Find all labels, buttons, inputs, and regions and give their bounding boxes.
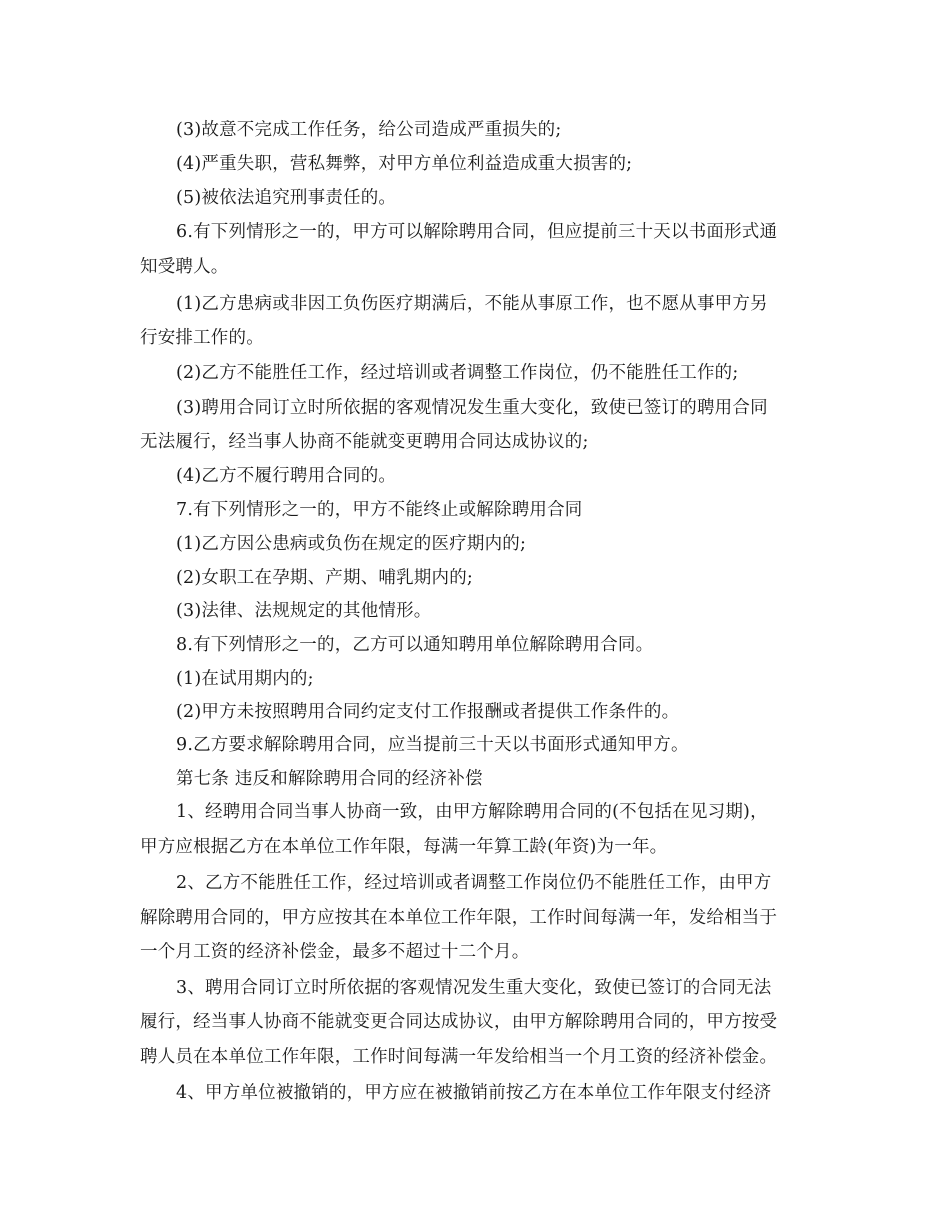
paragraph-line: 聘人员在本单位工作年限，工作时间每满一年发给相当一个月工资的经济补偿金。	[140, 1047, 778, 1067]
paragraph-line: 3、聘用合同订立时所依据的客观情况发生重大变化，致使已签订的合同无法	[176, 978, 772, 998]
paragraph-line: 行安排工作的。	[140, 328, 264, 348]
paragraph-line: (5)被依法追究刑事责任的。	[176, 188, 397, 208]
paragraph-line: (1)乙方患病或非因工负伤医疗期满后，不能从事原工作，也不愿从事甲方另	[176, 294, 768, 314]
paragraph-line: 2、乙方不能胜任工作，经过培训或者调整工作岗位仍不能胜任工作，由甲方	[176, 873, 772, 893]
paragraph-line: (3)聘用合同订立时所依据的客观情况发生重大变化，致使已签订的聘用合同	[176, 398, 768, 418]
paragraph-line: 履行，经当事人协商不能就变更合同达成协议，由甲方解除聘用合同的，甲方按受	[140, 1012, 778, 1032]
paragraph-line: (2)甲方未按照聘用合同约定支付工作报酬或者提供工作条件的。	[176, 702, 680, 722]
paragraph-line: (1)在试用期内的;	[176, 669, 314, 689]
paragraph-line: 知受聘人。	[140, 257, 229, 277]
paragraph-line: (2)女职工在孕期、产期、哺乳期内的;	[176, 568, 473, 588]
paragraph-line: 7.有下列情形之一的，甲方不能终止或解除聘用合同	[176, 500, 583, 520]
paragraph-line: (4)乙方不履行聘用合同的。	[176, 466, 397, 486]
paragraph-line: 8.有下列情形之一的，乙方可以通知聘用单位解除聘用合同。	[176, 635, 654, 655]
paragraph-line: 9.乙方要求解除聘用合同，应当提前三十天以书面形式通知甲方。	[176, 735, 689, 755]
paragraph-line: (3)法律、法规规定的其他情形。	[176, 601, 432, 621]
paragraph-line: 一个月工资的经济补偿金，最多不超过十二个月。	[140, 942, 530, 962]
paragraph-line: (4)严重失职，营私舞弊，对甲方单位利益造成重大损害的;	[176, 154, 633, 174]
paragraph-line: 6.有下列情形之一的，甲方可以解除聘用合同，但应提前三十天以书面形式通	[176, 222, 778, 242]
paragraph-line: 甲方应根据乙方在本单位工作年限，每满一年算工龄(年资)为一年。	[140, 837, 668, 857]
paragraph-line: 4、甲方单位被撤销的，甲方应在被撤销前按乙方在本单位工作年限支付经济	[176, 1083, 772, 1103]
section-heading: 第七条 违反和解除聘用合同的经济补偿	[176, 769, 483, 789]
paragraph-line: 1、经聘用合同当事人协商一致，由甲方解除聘用合同的(不包括在见习期)，	[176, 802, 768, 822]
paragraph-line: (2)乙方不能胜任工作，经过培训或者调整工作岗位，仍不能胜任工作的;	[176, 363, 739, 383]
paragraph-line: 解除聘用合同的，甲方应按其在本单位工作年限，工作时间每满一年，发给相当于	[140, 908, 778, 928]
paragraph-line: (3)故意不完成工作任务，给公司造成严重损失的;	[176, 120, 562, 140]
paragraph-line: 无法履行，经当事人协商不能就变更聘用合同达成协议的;	[140, 432, 589, 452]
paragraph-line: (1)乙方因公患病或负伤在规定的医疗期内的;	[176, 534, 527, 554]
